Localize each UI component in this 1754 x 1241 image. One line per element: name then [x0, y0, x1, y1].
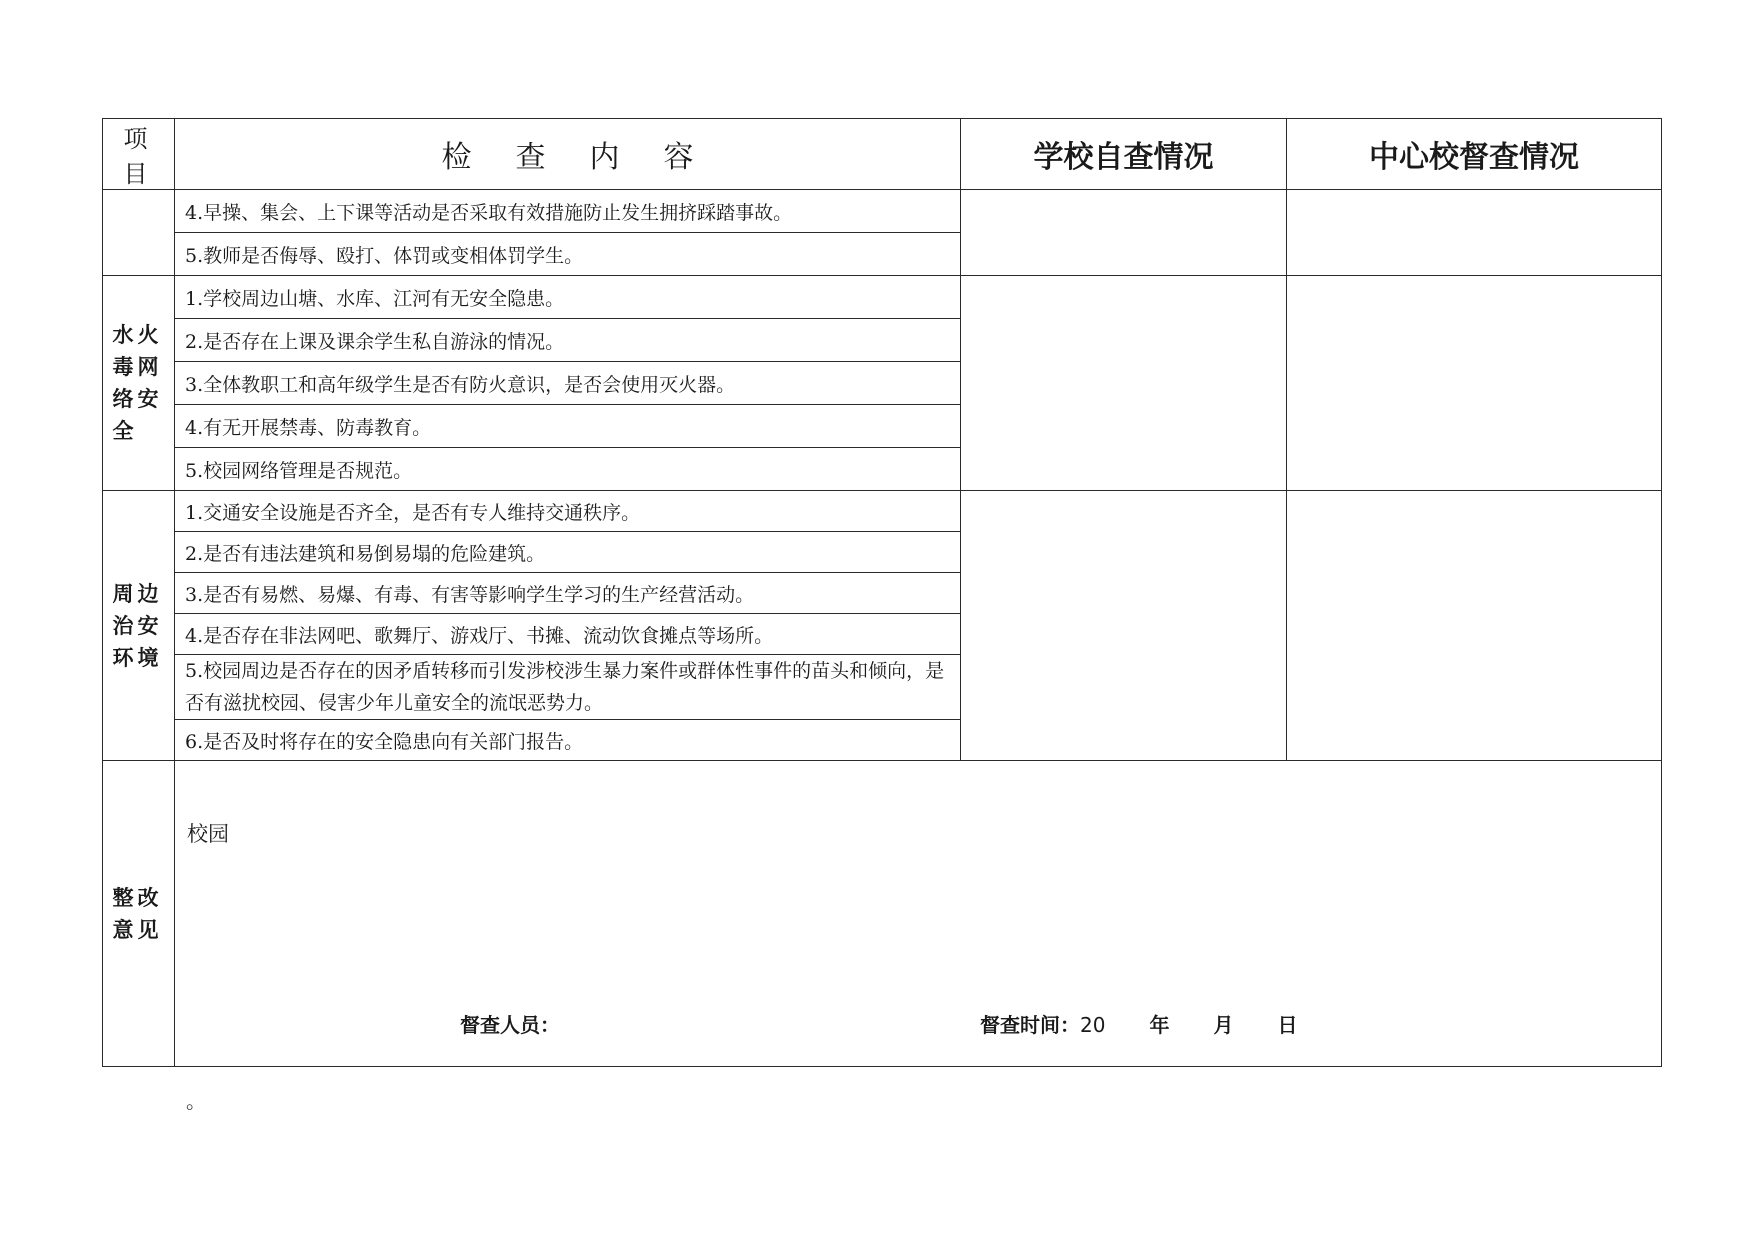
time-label: 督查时间：	[980, 1013, 1080, 1037]
rectification-label-cell	[103, 761, 175, 1067]
rectification-text: 校园	[187, 822, 229, 846]
inspector-label: 督查人员：	[460, 1013, 560, 1037]
rectification-row	[103, 761, 1662, 1067]
header-self-check: 学校自查情况	[961, 119, 1287, 190]
category-label: 周边治安环境	[112, 581, 163, 670]
header-supervision: 中心校督查情况	[1287, 119, 1662, 190]
check-item: 2.是否存在上课及课余学生私自游泳的情况。	[175, 319, 961, 362]
supervision-cell[interactable]	[1287, 190, 1662, 276]
check-item: 5.校园网络管理是否规范。	[175, 448, 961, 491]
check-item: 4.早操、集会、上下课等活动是否采取有效措施防止发生拥挤踩踏事故。	[175, 190, 961, 233]
check-item: 1.交通安全设施是否齐全，是否有专人维持交通秩序。	[175, 491, 961, 532]
footnote-mark: 。	[186, 1089, 206, 1113]
day-label: 日	[1277, 1013, 1298, 1037]
self-check-cell[interactable]	[961, 190, 1287, 276]
year-prefix: 20	[1080, 1013, 1106, 1037]
table-row	[103, 491, 1662, 532]
check-item: 5.校园周边是否存在的因矛盾转移而引发涉校涉生暴力案件或群体性事件的苗头和倾向，是否有滋扰校园、侵害少年儿童安全的流氓恶势力。	[175, 655, 961, 720]
self-check-cell[interactable]	[961, 491, 1287, 761]
rectification-label: 整改意见	[112, 885, 163, 942]
rectification-cell[interactable]	[175, 761, 1662, 1067]
check-item: 4.是否存在非法网吧、歌舞厅、游戏厅、书摊、流动饮食摊点等场所。	[175, 614, 961, 655]
category-cell	[103, 276, 175, 491]
check-item: 6.是否及时将存在的安全隐患向有关部门报告。	[175, 720, 961, 761]
header-project: 项 目	[103, 119, 175, 190]
category-cell-empty	[103, 190, 175, 276]
check-item: 2.是否有违法建筑和易倒易塌的危险建筑。	[175, 532, 961, 573]
table-row	[103, 276, 1662, 319]
table-header-row	[103, 119, 1662, 190]
check-item: 1.学校周边山塘、水库、江河有无安全隐患。	[175, 276, 961, 319]
inspection-time	[980, 1009, 1297, 1038]
table-row	[103, 190, 1662, 233]
header-content: 检查内容	[175, 119, 961, 190]
check-item: 5.教师是否侮辱、殴打、体罚或变相体罚学生。	[175, 233, 961, 276]
month-label: 月	[1213, 1013, 1234, 1037]
category-cell	[103, 491, 175, 761]
year-label: 年	[1149, 1013, 1170, 1037]
self-check-cell[interactable]	[961, 276, 1287, 491]
category-label: 水火毒网络安全	[112, 323, 163, 443]
inspection-table	[102, 118, 1662, 1067]
check-item: 3.全体教职工和高年级学生是否有防火意识，是否会使用灭火器。	[175, 362, 961, 405]
check-item: 4.有无开展禁毒、防毒教育。	[175, 405, 961, 448]
supervision-cell[interactable]	[1287, 276, 1662, 491]
check-item: 3.是否有易燃、易爆、有毒、有害等影响学生学习的生产经营活动。	[175, 573, 961, 614]
supervision-cell[interactable]	[1287, 491, 1662, 761]
